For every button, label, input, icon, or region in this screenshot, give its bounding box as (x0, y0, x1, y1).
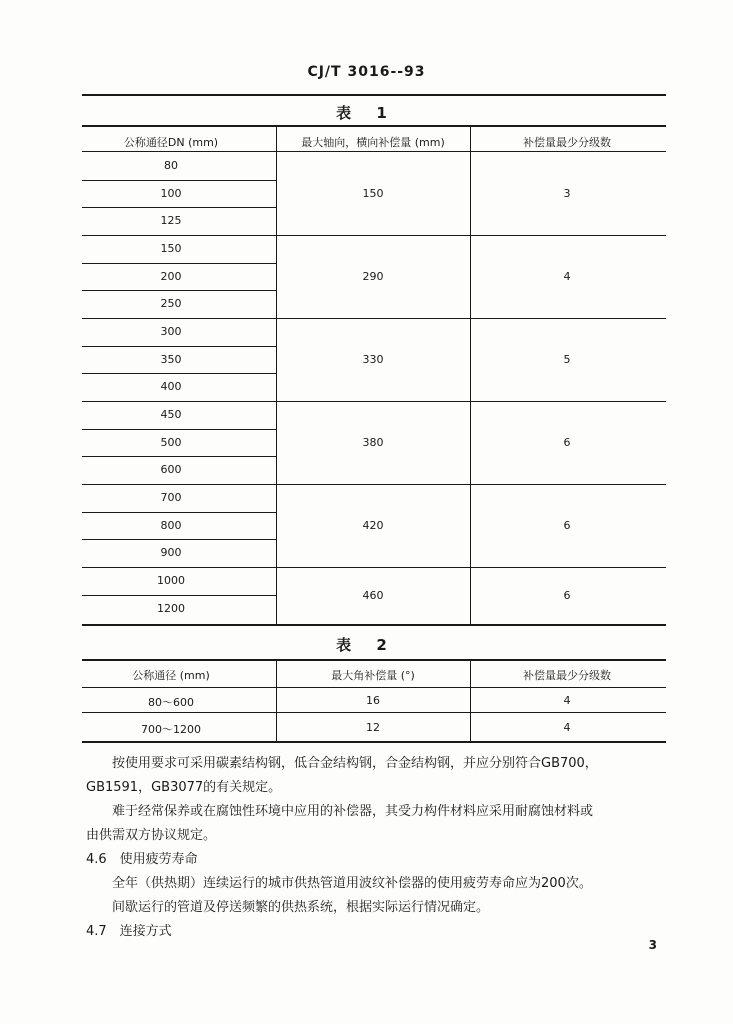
table1-dn-cell: 100 (160, 186, 182, 200)
table2-header-grades: 补偿量最少分级数 (523, 669, 611, 682)
table2-cell: 4 (563, 694, 571, 707)
table1-group-rule (82, 235, 666, 236)
table1-dn-cell: 600 (160, 463, 182, 477)
section-4-6-line2: 间歇运行的管道及停送频繁的供热系统，根据实际运行情况确定。 (112, 900, 490, 915)
table1-dn-cell: 450 (160, 408, 182, 421)
section-4-6-line1: 全年（供热期）连续运行的城市供热管道用波纹补偿器的使用疲劳寿命应为200次。 (112, 876, 592, 891)
table1-subrow-rule (82, 373, 276, 374)
table2-cell: 80～600 (148, 696, 194, 709)
table1-grades-cell: 6 (563, 435, 571, 449)
table1-grades-cell: 4 (563, 269, 571, 283)
table1-header-grades: 补偿量最少分级数 (523, 136, 611, 149)
table2-header-rule (82, 687, 666, 688)
table1-subrow-rule (82, 346, 276, 347)
table1-header-rule (82, 151, 666, 152)
table1-dn-cell: 80 (164, 159, 178, 172)
table2-cell: 4 (563, 721, 571, 734)
table1-group-rule (82, 318, 666, 319)
table1-dn-cell: 900 (160, 546, 182, 560)
table1-subrow-rule (82, 429, 276, 430)
table1-dn-cell: 200 (160, 269, 182, 283)
table1-col-divider-1 (276, 125, 277, 625)
table1-subrow-rule (82, 263, 276, 264)
table1-header-compensation: 最大轴向，横向补偿量 (mm) (301, 136, 445, 149)
table1-dn-cell: 300 (160, 325, 182, 338)
table1-dn-cell: 700 (160, 491, 182, 504)
table1-dn-cell: 1000 (157, 574, 185, 587)
table2-top-rule (82, 659, 666, 661)
table2-cell: 12 (366, 721, 380, 734)
paragraph-material-line1: 按使用要求可采用碳素结构钢，低合金结构钢，合金结构钢，并应分别符合GB700， (112, 756, 598, 771)
table1-dn-cell: 150 (160, 242, 182, 255)
table1-group-rule (82, 484, 666, 485)
table1-dn-cell: 250 (160, 297, 182, 311)
table1-subrow-rule (82, 180, 276, 181)
table1-grades-cell: 6 (563, 518, 571, 532)
table1-grades-cell: 5 (563, 352, 571, 366)
doc-code: CJ/T 3016--93 (307, 64, 426, 80)
table2-header-dn: 公称通径 (mm) (132, 669, 210, 682)
table1-dn-cell: 350 (160, 352, 182, 366)
table2-cell: 16 (366, 694, 380, 707)
table1-bottom-rule (82, 624, 666, 626)
section-4-7-title: 4.7 连接方式 (86, 924, 172, 939)
table1-compensation-cell: 420 (362, 518, 384, 532)
table2-row-rule (82, 712, 666, 713)
table2-caption: 表 2 (336, 636, 397, 654)
table1-compensation-cell: 150 (362, 186, 384, 200)
page-number: 3 (648, 938, 657, 952)
table1-top-rule (82, 125, 666, 127)
table1-dn-cell: 800 (160, 518, 182, 532)
table1-subrow-rule (82, 456, 276, 457)
table1-grades-cell: 6 (563, 588, 571, 602)
table1-header-dn: 公称通径DN (mm) (123, 136, 219, 149)
table1-compensation-cell: 290 (362, 269, 384, 283)
table2-bottom-rule (82, 741, 666, 743)
table1-compensation-cell: 330 (362, 352, 384, 366)
table1-subrow-rule (82, 207, 276, 208)
table1-dn-cell: 125 (160, 214, 182, 228)
table1-dn-cell: 1200 (157, 601, 185, 615)
paragraph-corrosion-line2: 由供需双方协议规定。 (86, 828, 217, 843)
table1-group-rule (82, 567, 666, 568)
table1-subrow-rule (82, 595, 276, 596)
table1-grades-cell: 3 (563, 186, 571, 200)
table1-group-rule (82, 401, 666, 402)
table1-subrow-rule (82, 290, 276, 291)
table1-compensation-cell: 380 (362, 435, 384, 449)
table1-col-divider-2 (470, 125, 471, 625)
table1-subrow-rule (82, 512, 276, 513)
table2-cell: 700～1200 (141, 723, 201, 736)
table1-subrow-rule (82, 539, 276, 540)
paragraph-corrosion-line1: 难于经常保养或在腐蚀性环境中应用的补偿器，其受力构件材料应采用耐腐蚀材料或 (112, 804, 594, 819)
table2-header-angle: 最大角补偿量 (°) (331, 669, 415, 682)
paragraph-material-line2: GB1591，GB3077的有关规定。 (86, 780, 282, 795)
table1-caption: 表 1 (336, 104, 397, 122)
section-4-6-title: 4.6 使用疲劳寿命 (86, 852, 198, 867)
table1-dn-cell: 500 (160, 435, 182, 449)
table1-compensation-cell: 460 (362, 588, 384, 602)
table1-dn-cell: 400 (160, 380, 182, 394)
